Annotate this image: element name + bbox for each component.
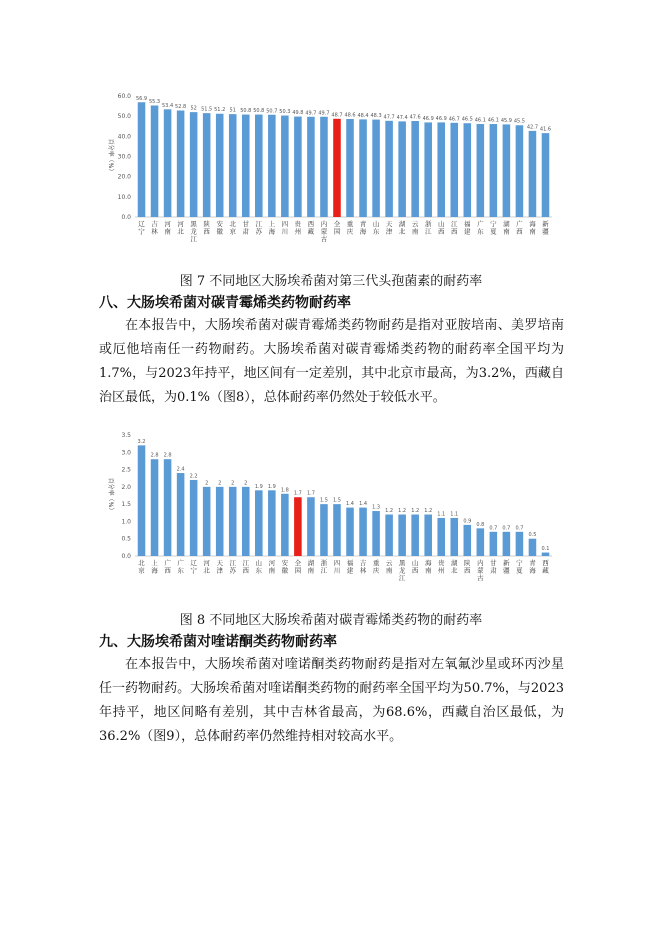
fig7-data-label: 46.9 <box>422 115 434 122</box>
fig8-x-tick-label: 青海 <box>529 559 536 575</box>
fig7-bar <box>164 109 172 217</box>
fig8-bar <box>268 490 276 556</box>
fig8-x-tick-label: 湖南 <box>307 559 315 575</box>
fig7-data-label: 49.7 <box>318 110 330 117</box>
fig7-y-tick-label: 10.0 <box>117 193 131 201</box>
fig8-bar <box>255 490 263 556</box>
fig7-bar <box>333 119 341 217</box>
fig8-data-label: 1.1 <box>437 511 446 518</box>
fig7-bar <box>464 123 472 217</box>
fig7-bar <box>477 124 485 217</box>
fig8-bar <box>542 553 550 556</box>
fig7-bar <box>255 115 263 217</box>
fig8-data-label: 0.7 <box>502 525 511 532</box>
fig7-data-label: 48.7 <box>331 112 343 119</box>
fig8-bar <box>138 445 146 556</box>
fig8-data-label: 1.5 <box>319 497 328 504</box>
fig7-x-tick-label: 江苏 <box>255 220 263 236</box>
fig8-bar <box>294 497 302 556</box>
fig7-x-tick-label: 山西 <box>437 220 445 236</box>
fig7-bar <box>320 117 328 217</box>
fig7-bar <box>411 121 419 217</box>
fig7-bar <box>138 102 146 217</box>
fig8-bar <box>242 487 250 556</box>
fig8-y-tick-label: 3.0 <box>121 449 131 457</box>
fig8-x-tick-label: 云南 <box>385 559 393 575</box>
fig7-bar <box>359 119 367 217</box>
fig7-data-label: 51.5 <box>201 106 213 113</box>
fig8-x-tick-label: 海南 <box>424 559 432 575</box>
fig7-data-label: 52 <box>190 105 197 112</box>
fig7-x-tick-label: 福建 <box>464 220 471 236</box>
figure-8-chart <box>0 428 662 588</box>
fig7-x-tick-label: 全国 <box>333 220 341 236</box>
fig7-bar <box>490 124 498 217</box>
fig7-bar <box>503 124 511 217</box>
fig7-bar <box>437 122 445 217</box>
fig8-x-tick-label: 福建 <box>346 559 354 575</box>
fig7-bar <box>346 119 354 217</box>
fig8-bar <box>320 504 328 556</box>
fig8-data-label: 1.7 <box>306 490 315 497</box>
figure-8-svg <box>0 428 662 588</box>
fig7-data-label: 49.8 <box>292 110 304 117</box>
fig8-data-label: 1.4 <box>359 501 368 508</box>
fig7-x-tick-label: 陕西 <box>203 220 210 236</box>
fig7-bar <box>385 121 393 217</box>
fig7-x-tick-label: 江西 <box>451 220 458 236</box>
fig7-bar <box>242 115 250 217</box>
fig8-bar <box>307 497 315 556</box>
fig8-bar <box>450 518 458 556</box>
fig7-x-tick-label: 新疆 <box>542 220 549 236</box>
fig7-bar <box>177 111 185 217</box>
fig8-bar <box>464 525 472 556</box>
fig7-bar <box>450 123 458 217</box>
fig8-data-label: 1.8 <box>280 487 289 494</box>
fig7-x-tick-label: 上海 <box>268 220 276 236</box>
fig8-data-label: 1.2 <box>411 508 420 515</box>
fig8-data-label: 1.7 <box>293 490 302 497</box>
fig8-bar <box>190 480 198 556</box>
fig7-x-tick-label: 青海 <box>359 220 367 236</box>
fig8-bar <box>490 532 498 556</box>
fig8-y-tick-label: 2.0 <box>121 483 131 491</box>
fig7-x-tick-label: 吉林 <box>151 220 158 236</box>
fig7-x-tick-label: 广东 <box>477 220 484 236</box>
fig7-bar <box>529 131 537 217</box>
fig8-bar <box>385 515 393 556</box>
fig8-x-tick-label: 北京 <box>138 559 145 575</box>
figure-7-svg <box>0 88 662 248</box>
fig7-bar <box>424 122 432 217</box>
fig8-x-tick-label: 新疆 <box>503 559 510 575</box>
fig7-data-label: 50.8 <box>240 108 252 115</box>
fig7-data-label: 48.3 <box>370 113 382 120</box>
fig8-x-tick-label: 广东 <box>177 559 184 575</box>
fig7-bar <box>268 115 276 217</box>
fig8-bar <box>411 515 419 556</box>
fig7-bar <box>151 105 159 217</box>
fig7-data-label: 46.1 <box>487 117 499 124</box>
fig8-data-label: 1.9 <box>254 483 263 490</box>
fig8-bar <box>516 532 524 556</box>
fig7-bar <box>229 114 237 217</box>
fig8-bar <box>333 504 341 556</box>
fig7-y-tick-label: 40.0 <box>117 133 131 141</box>
fig7-y-tick-label: 60.0 <box>117 93 131 100</box>
fig8-data-label: 0.7 <box>515 525 524 532</box>
fig8-data-label: 3.2 <box>137 438 146 445</box>
fig8-x-tick-label: 浙江 <box>320 559 328 575</box>
fig8-x-tick-label: 江西 <box>242 559 250 575</box>
fig7-x-tick-label: 天津 <box>385 220 393 236</box>
fig7-x-tick-label: 海南 <box>529 220 536 236</box>
fig8-bar <box>229 487 237 556</box>
fig8-data-label: 1.2 <box>398 508 407 515</box>
fig8-x-tick-label: 河北 <box>203 559 210 575</box>
fig8-data-label: 2.4 <box>176 466 185 473</box>
fig7-x-tick-label: 重庆 <box>346 220 354 236</box>
fig7-bar <box>372 120 380 217</box>
fig8-x-tick-label: 上海 <box>151 559 158 575</box>
fig8-y-tick-label: 3.5 <box>121 432 131 439</box>
fig7-data-label: 46.5 <box>461 116 473 123</box>
fig8-x-tick-label: 吉林 <box>359 559 367 575</box>
fig8-bar <box>359 508 367 556</box>
fig8-data-label: 1.4 <box>346 501 354 508</box>
fig7-x-tick-label: 内蒙古 <box>320 220 328 243</box>
fig7-y-axis-label: 百分率（%） <box>107 138 114 175</box>
fig7-data-label: 48.4 <box>357 112 369 119</box>
fig8-x-tick-label: 宁夏 <box>516 559 523 575</box>
fig7-data-label: 47.4 <box>396 114 408 121</box>
fig8-data-label: 1.2 <box>424 508 433 515</box>
fig8-data-label: 1.1 <box>450 511 459 518</box>
fig8-data-label: 0.1 <box>541 546 550 553</box>
section-9-paragraph: 在本报告中，大肠埃希菌对喹诺酮类药物耐药是指对左氧氟沙星或环丙沙星任一药物耐药。大肠埃希菌对喹诺酮类药物的耐药率全国平均为50.7%，与2023年持平，地区间略有差别，其中吉林省最高，为68.6%，西藏自治区最低，为36.2%（图9），总体耐药率仍然维持相对较高水平。 <box>99 657 564 744</box>
fig8-x-tick-label: 天津 <box>216 559 223 575</box>
fig8-x-tick-label: 甘肃 <box>490 559 497 575</box>
fig7-data-label: 46.7 <box>448 116 460 123</box>
fig7-data-label: 45.9 <box>500 117 512 124</box>
fig8-data-label: 1.3 <box>372 504 381 511</box>
fig7-bar <box>398 121 406 217</box>
fig7-x-tick-label: 湖北 <box>398 220 406 236</box>
fig8-data-label: 0.7 <box>489 525 498 532</box>
fig8-x-tick-label: 西藏 <box>542 559 549 575</box>
section-9-heading: 九、大肠埃希菌对喹诺酮类药物耐药率 <box>99 634 337 650</box>
fig8-y-tick-label: 0.5 <box>121 535 131 543</box>
fig7-x-tick-label: 云南 <box>411 220 419 236</box>
fig7-x-tick-label: 广西 <box>516 220 523 236</box>
fig7-bar <box>203 113 211 217</box>
fig8-y-tick-label: 1.5 <box>121 501 131 509</box>
fig8-bar <box>203 487 211 556</box>
fig8-bar <box>372 511 380 556</box>
fig7-data-label: 41.6 <box>539 126 552 133</box>
fig7-data-label: 55.3 <box>148 98 161 105</box>
fig7-x-tick-label: 贵州 <box>294 220 302 236</box>
fig8-x-tick-label: 辽宁 <box>190 559 197 575</box>
fig8-y-tick-label: 0.0 <box>121 553 131 560</box>
fig7-x-tick-label: 北京 <box>229 220 236 236</box>
fig7-data-label: 52.8 <box>175 104 187 111</box>
fig7-data-label: 46.1 <box>474 117 486 124</box>
fig8-y-tick-label: 1.0 <box>121 518 131 526</box>
fig7-x-tick-label: 四川 <box>281 220 289 236</box>
fig8-data-label: 2 <box>231 480 235 487</box>
fig8-data-label: 0.8 <box>476 521 485 528</box>
fig8-bar <box>398 515 406 556</box>
fig7-data-label: 50.8 <box>253 108 265 115</box>
fig8-x-tick-label: 湖北 <box>451 559 458 575</box>
fig7-bar <box>307 117 315 217</box>
fig7-x-tick-label: 甘肃 <box>242 220 250 236</box>
fig8-x-tick-label: 全国 <box>294 559 302 575</box>
fig8-x-tick-label: 重庆 <box>372 559 380 575</box>
fig7-x-tick-label: 辽宁 <box>138 220 145 236</box>
section-8-paragraph: 在本报告中，大肠埃希菌对碳青霉烯类药物耐药是指对亚胺培南、美罗培南或厄他培南任一药物耐药。大肠埃希菌对碳青霉烯类药物的耐药率全国平均为1.7%，与2023年持平，地区间有一定差别，其中北京市最高，为3.2%，西藏自治区最低，为0.1%（图8），总体耐药率仍然处于较低水平。 <box>99 318 564 405</box>
fig7-y-tick-label: 20.0 <box>117 173 131 181</box>
fig7-data-label: 50.7 <box>266 108 278 115</box>
fig7-data-label: 47.7 <box>383 114 395 121</box>
fig8-bar <box>503 532 511 556</box>
fig7-y-tick-label: 0.0 <box>121 214 131 221</box>
fig7-bar <box>281 116 289 217</box>
fig8-x-tick-label: 黑龙江 <box>398 559 406 582</box>
fig8-data-label: 2 <box>205 480 209 487</box>
fig8-bar <box>437 518 445 556</box>
fig8-x-tick-label: 四川 <box>333 559 341 575</box>
fig7-bar <box>216 114 224 217</box>
fig7-data-label: 42.7 <box>526 124 539 131</box>
fig8-bar <box>151 459 159 556</box>
fig8-data-label: 2.2 <box>189 473 198 480</box>
fig7-x-tick-label: 安徽 <box>216 220 223 236</box>
fig8-bar <box>424 515 432 556</box>
fig8-bar <box>281 494 289 556</box>
fig8-data-label: 1.5 <box>333 497 341 504</box>
fig8-bar <box>216 487 224 556</box>
fig7-x-tick-label: 湖南 <box>503 220 510 236</box>
fig7-data-label: 45.5 <box>513 118 525 125</box>
fig7-x-tick-label: 西藏 <box>307 220 315 236</box>
fig8-bar <box>529 539 537 556</box>
fig7-data-label: 50.3 <box>279 109 291 116</box>
figure-7-caption: 图 7 不同地区大肠埃希菌对第三代头孢菌素的耐药率 <box>179 274 483 289</box>
fig8-y-tick-label: 2.5 <box>121 466 131 474</box>
fig8-data-label: 2 <box>244 480 248 487</box>
fig7-bar <box>190 112 198 217</box>
fig7-x-tick-label: 浙江 <box>424 220 432 236</box>
fig8-x-tick-label: 内蒙古 <box>477 559 484 582</box>
fig8-bar <box>164 459 172 556</box>
fig8-bar <box>346 508 354 556</box>
fig8-x-tick-label: 陕西 <box>464 559 471 575</box>
fig7-y-tick-label: 50.0 <box>117 113 131 121</box>
fig8-data-label: 2 <box>218 480 222 487</box>
fig8-x-tick-label: 江苏 <box>229 559 236 575</box>
fig8-x-tick-label: 山东 <box>255 559 263 575</box>
fig7-bar <box>516 125 524 217</box>
fig8-x-tick-label: 贵州 <box>437 559 445 575</box>
fig7-data-label: 56.9 <box>135 95 148 102</box>
fig8-data-label: 1.9 <box>267 483 276 490</box>
fig8-bar <box>477 528 485 556</box>
fig7-data-label: 53.4 <box>162 102 174 109</box>
fig8-data-label: 0.5 <box>528 532 537 539</box>
fig8-data-label: 2.8 <box>163 452 172 459</box>
fig7-bar <box>294 117 302 217</box>
fig7-x-tick-label: 黑龙江 <box>190 220 197 243</box>
fig7-data-label: 48.6 <box>344 112 356 119</box>
fig7-data-label: 47.6 <box>409 114 421 121</box>
fig7-x-tick-label: 河南 <box>164 220 171 236</box>
figure-7-chart <box>0 88 662 248</box>
fig7-x-tick-label: 宁夏 <box>490 220 497 236</box>
fig7-x-tick-label: 山东 <box>372 220 380 236</box>
section-8-heading: 八、大肠埃希菌对碳青霉烯类药物耐药率 <box>99 295 351 311</box>
fig8-x-tick-label: 山西 <box>411 559 419 575</box>
fig8-x-tick-label: 广西 <box>164 559 171 575</box>
fig7-data-label: 46.9 <box>435 115 447 122</box>
fig8-data-label: 2.8 <box>150 452 159 459</box>
fig8-y-axis-label: 百分率（%） <box>107 477 114 514</box>
fig8-x-tick-label: 河南 <box>268 559 276 575</box>
fig8-bar <box>177 473 185 556</box>
figure-8-caption: 图 8 不同地区大肠埃希菌对碳青霉烯类药物的耐药率 <box>179 613 483 628</box>
fig7-data-label: 51 <box>229 107 236 114</box>
fig8-data-label: 0.9 <box>463 518 472 525</box>
fig7-data-label: 51.2 <box>214 107 226 114</box>
fig7-data-label: 49.7 <box>305 110 317 117</box>
fig7-x-tick-label: 河北 <box>177 220 184 236</box>
fig7-bar <box>542 133 550 217</box>
fig8-x-tick-label: 安徽 <box>281 559 289 575</box>
fig8-data-label: 1.2 <box>385 508 394 515</box>
fig7-y-tick-label: 30.0 <box>117 153 131 161</box>
